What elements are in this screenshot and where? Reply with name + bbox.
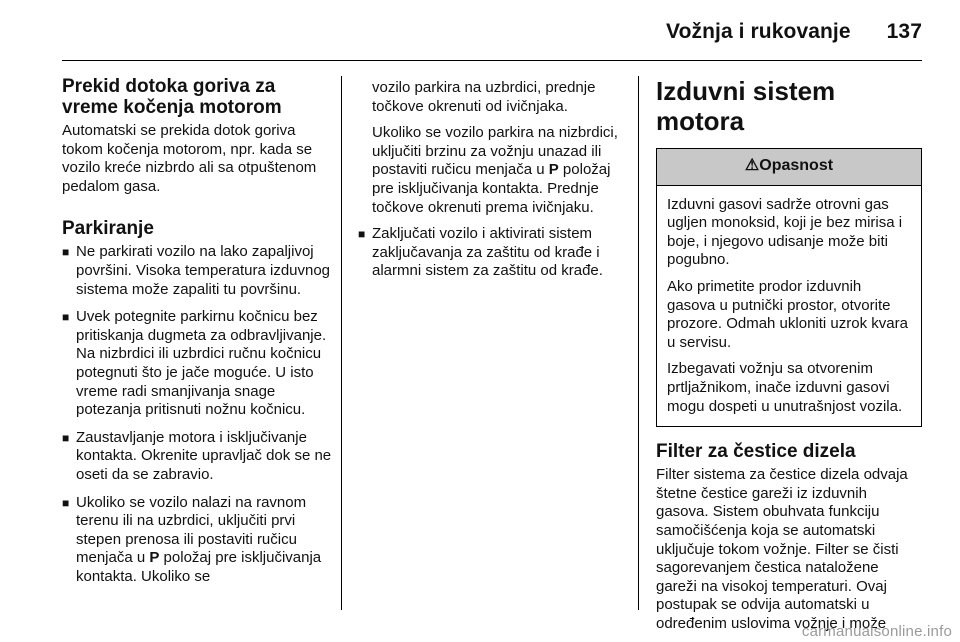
diesel-filter-title: Filter za čestice dizela: [656, 441, 856, 463]
danger-header: [657, 149, 921, 186]
column-3: [656, 76, 922, 641]
continued-text: vozilo parkira na uzbrdici, prednje točkove okrenuti od ivičnjaka.: [372, 79, 596, 115]
parking-list: [62, 243, 332, 586]
page-header: [666, 20, 922, 44]
bullet-icon: ■: [62, 430, 70, 445]
column-1: [62, 76, 332, 595]
list-item: ■ Ukoliko se vozilo nalazi na ravnom terenu ili na uzbrdici, uključiti prvi stepen prenosa ili postaviti ručicu menjača u P položaj pre isključivanja kontakta. Ukoliko se: [62, 493, 322, 585]
warning-triangle-icon: ⚠: [744, 157, 760, 174]
list-item: ■ Ne parkirati vozilo na lako zapaljivoj površini. Visoka temperatura izduvnog sistema može zapaliti tu površinu.: [62, 243, 331, 298]
list-item: ■ Uvek potegnite parkirnu kočnicu bez pritiskanja dugmeta za odbravljivanje. Na nizbrdici ili uzbrdici ručnu kočnicu potegnuti što je jače moguće. U isto vreme radi smanjivanja snage potezanja pritisnuti nožnu kočnicu.: [62, 308, 327, 419]
bullet-icon: ■: [358, 227, 366, 242]
danger-box: [656, 148, 922, 427]
header-rule: [62, 60, 922, 61]
column-divider-1: [341, 76, 342, 610]
danger-paragraph: Izduvni gasovi sadrže otrovni gas ugljen monoksid, koji je bez mirisa i boje, i njegovo udisanje može biti pogubno.: [667, 195, 903, 269]
column-divider-2: [638, 76, 639, 610]
list-item: ■ Zaustavljanje motora i isključivanje kontakta. Okrenite upravljač dok se ne oseti da se zabravio.: [62, 428, 332, 483]
danger-label: Opasnost: [759, 157, 834, 174]
downhill-parking-text: Ukoliko se vozilo parkira na nizbrdici, uključiti brzinu za vožnju unazad ili postaviti ručicu menjača u P položaj pre isključivanja kontakta. Prednje točkove okrenuti prema ivičnjaku.: [372, 124, 618, 216]
header-title: Vožnja i rukovanje: [666, 20, 851, 43]
page-number: 137: [886, 20, 922, 43]
diesel-filter-text: Filter sistema za čestice dizela odvaja štetne čestice gareži iz izduvnih gasova. Sistem obuhvata funkciju samočišćenja koja se automatski uključuje tokom vožnje. Filter se čisti sagorevanjem čestica nataložene gareži na visokoj temperaturi. Ovaj postupak se odvija automatski u određenim uslovima vožnje i može: [656, 466, 908, 632]
column-2: [358, 79, 626, 290]
parking-title: Parkiranje: [62, 218, 154, 240]
danger-body: [657, 186, 921, 427]
watermark: carmanualsonline.info: [801, 623, 952, 640]
list-item: ■ Zaključati vozilo i aktivirati sistem zaključavanja za zaštitu od krađe i alarmni sistem za zaštitu od krađe.: [358, 225, 603, 280]
exhaust-system-title: Izduvni sistem motora: [656, 76, 836, 136]
danger-paragraph: Izbegavati vožnju sa otvorenim prtljažnikom, inače izduvni gasovi mogu dospeti u unutrašnjost vozila.: [667, 360, 903, 415]
bullet-icon: ■: [62, 495, 70, 510]
fuel-cutoff-text: Automatski se prekida dotok goriva tokom kočenja motorom, npr. kada se vozilo kreće nizbrdo ali sa otpuštenom pedalom gasa.: [62, 122, 317, 195]
fuel-cutoff-title: Prekid dotoka goriva za vreme kočenja motorom: [62, 76, 282, 118]
bullet-icon: ■: [62, 245, 70, 260]
parking-list-continued: [358, 225, 626, 281]
bullet-icon: ■: [62, 310, 70, 325]
danger-paragraph: Ako primetite prodor izduvnih gasova u putnički prostor, otvorite prozore. Odmah ukloniti uzrok kvara u servisu.: [667, 277, 908, 351]
